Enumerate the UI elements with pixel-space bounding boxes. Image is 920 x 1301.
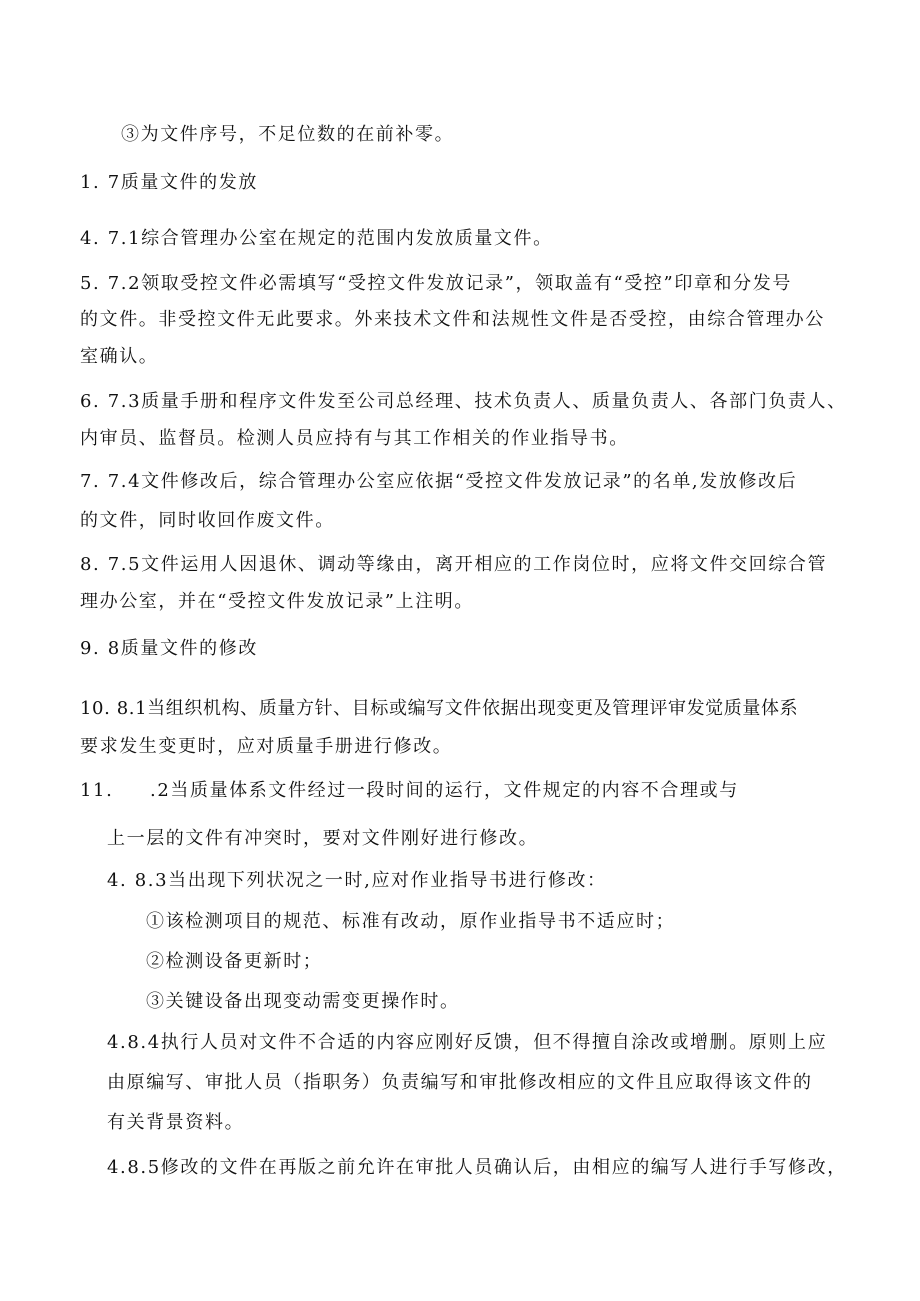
text-line-25: 4.8.5修改的文件在再版之前允许在审批人员确认后，由相应的编写人进行手写修改， bbox=[107, 1157, 847, 1178]
text-line-17: 上一层的文件有冲突时，要对文件刚好进行修改。 bbox=[107, 828, 539, 849]
text-line-5: 的文件。非受控文件无此要求。外来技术文件和法规性文件是否受控，由综合管理办公 bbox=[80, 309, 825, 330]
text-line-20: ②检测设备更新时； bbox=[146, 951, 323, 972]
text-line-22: 4.8.4执行人员对文件不合适的内容应刚好反馈，但不得擅自涂改或增删。原则上应 bbox=[107, 1032, 828, 1053]
text-line-14: 10. 8.1当组织机构、质量方针、目标或编写文件依据出现变更及管理评审发觉质量体系 bbox=[80, 698, 799, 719]
text-line-9: 7. 7.4文件修改后，综合管理办公室应依据“受控文件发放记录”的名单,发放修改后 bbox=[80, 471, 798, 492]
text-line-7: 6. 7.3质量手册和程序文件发至公司总经理、技术负责人、质量负责人、各部门负责人、 bbox=[80, 391, 847, 412]
text-line-3: 4. 7.1综合管理办公室在规定的范围内发放质量文件。 bbox=[80, 228, 553, 249]
text-line-21: ③关键设备出现变动需变更操作时。 bbox=[146, 991, 460, 1012]
text-line-23: 由原编写、审批人员（指职务）负责编写和审批修改相应的文件且应取得该文件的 bbox=[107, 1072, 813, 1093]
text-line-6: 室确认。 bbox=[80, 346, 159, 367]
text-line-8: 内审员、监督员。检测人员应持有与其工作相关的作业指导书。 bbox=[80, 428, 629, 449]
section-heading-7: 1. 7质量文件的发放 bbox=[80, 172, 258, 193]
text-line-4: 5. 7.2领取受控文件必需填写“受控文件发放记录”，领取盖有“受控”印章和分发号 bbox=[80, 273, 792, 294]
text-line-12: 理办公室，并在“受控文件发放记录”上注明。 bbox=[80, 591, 475, 612]
text-line-15: 要求发生变更时，应对质量手册进行修改。 bbox=[80, 736, 453, 757]
text-line-16: 11. .2当质量体系文件经过一段时间的运行，文件规定的内容不合理或与 bbox=[80, 780, 739, 801]
section-heading-8: 9. 8质量文件的修改 bbox=[80, 638, 258, 659]
text-line-11: 8. 7.5文件运用人因退休、调动等缘由，离开相应的工作岗位时，应将文件交回综合管 bbox=[80, 554, 828, 575]
text-line-24: 有关背景资料。 bbox=[107, 1112, 245, 1133]
text-line-19: ①该检测项目的规范、标准有改动，原作业指导书不适应时； bbox=[146, 911, 676, 932]
text-line-1: ③为文件序号，不足位数的在前补零。 bbox=[121, 124, 455, 145]
text-line-18: 4. 8.3当出现下列状况之一时,应对作业指导书进行修改： bbox=[107, 870, 607, 891]
text-line-10: 的文件，同时收回作废文件。 bbox=[80, 510, 335, 531]
